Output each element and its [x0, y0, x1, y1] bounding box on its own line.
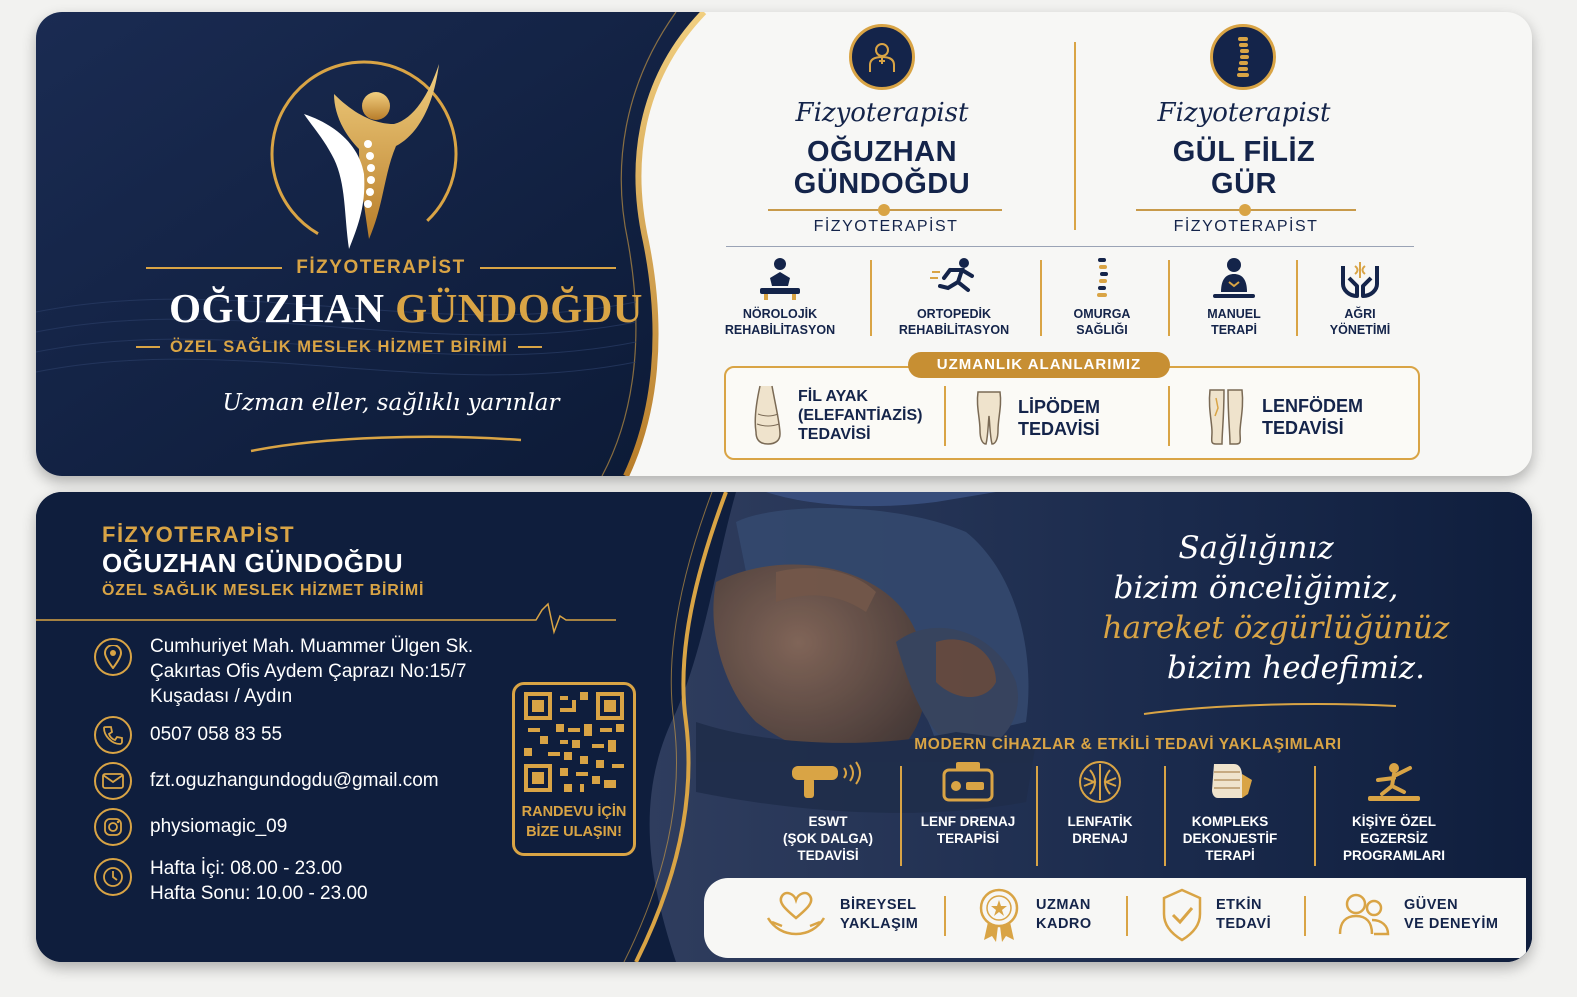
front-unit-line: [136, 336, 626, 358]
lymph-legs-icon: [1204, 388, 1248, 446]
legs-icon: [974, 390, 1004, 446]
neuro-rehab-icon: [754, 256, 806, 302]
service-pain: [1298, 256, 1422, 338]
modern-3-line2: DRENAJ: [1072, 831, 1128, 846]
address-line-1: Cumhuriyet Mah. Muammer Ülgen Sk.: [150, 636, 474, 657]
value-divider: [944, 896, 946, 936]
modern-divider: [1314, 766, 1316, 866]
services-divider: [726, 246, 1414, 247]
value-3-line2: TEDAVİ: [1216, 916, 1272, 932]
therapist-2-title: FİZYOTERAPİST: [1173, 218, 1319, 235]
manual-therapy-icon: [1211, 256, 1257, 302]
divider: [136, 346, 160, 348]
modern-4-line3: TERAPİ: [1205, 848, 1255, 863]
speciality-tag: UZMANLIK ALANLARIMIZ: [908, 352, 1170, 378]
qr-label: [512, 802, 636, 842]
modern-5-line1: KİŞİYE ÖZEL: [1351, 814, 1436, 829]
speciality-1-line2: (ELEFANTİAZİS): [798, 406, 923, 424]
service-3-line1: OMURGA: [1073, 307, 1131, 321]
speciality-lymphedema: [1204, 388, 1363, 446]
instagram-icon: [94, 808, 132, 846]
value-1-line1: BİREYSEL: [840, 897, 917, 913]
value-1-line2: YAKLAŞIM: [840, 916, 919, 932]
address: [150, 634, 473, 709]
email-address[interactable]: fzt.oguzhangundogdu@gmail.com: [150, 770, 439, 791]
exercise-icon: [1362, 760, 1426, 804]
back-unit: ÖZEL SAĞLIK MESLEK HİZMET BİRİMİ: [102, 582, 425, 599]
value-individual: [764, 888, 918, 942]
shield-check-icon: [1160, 888, 1204, 942]
therapist-1-title: FİZYOTERAPİST: [813, 218, 959, 235]
front-title: FİZYOTERAPİST: [296, 257, 466, 278]
therapist-1-name: [766, 136, 998, 200]
modern-1-line2: (ŞOK DALGA): [783, 831, 873, 846]
therapist-1-dot: [878, 204, 890, 216]
speciality-3-line2: TEDAVİSİ: [1262, 418, 1344, 438]
modern-5-line3: PROGRAMLARI: [1343, 848, 1445, 863]
email-icon: [94, 762, 132, 800]
modern-2-line2: TERAPİSİ: [936, 831, 1000, 846]
address-line-2: Çakırtas Ofis Aydem Çaprazı No:15/7: [150, 661, 467, 682]
physio-logo: [264, 54, 464, 254]
speciality-3-line1: LENFÖDEM: [1262, 396, 1363, 416]
therapist-1-role: Fizyoterapist: [795, 98, 969, 128]
value-3-line1: ETKİN: [1216, 897, 1262, 913]
hours-weekday: Hafta İçi: 08.00 - 23.00: [150, 858, 343, 879]
front-card: [36, 12, 1532, 476]
value-4-line2: VE DENEYİM: [1404, 916, 1499, 932]
qr-code[interactable]: [524, 692, 624, 792]
value-2-line2: KADRO: [1036, 916, 1092, 932]
speciality-2-line1: LİPÖDEM: [1018, 397, 1101, 417]
quote-line-4: bizim hedefimiz.: [1167, 650, 1425, 686]
instagram-handle[interactable]: physiomagic_09: [150, 816, 288, 837]
elephant-foot-icon: [750, 384, 784, 446]
hours-weekend: Hafta Sonu: 10.00 - 23.00: [150, 883, 368, 904]
quote-line-3: hareket özgürlüğünüz: [1102, 610, 1450, 646]
person-icon: [849, 24, 915, 90]
value-2-line1: UZMAN: [1036, 897, 1091, 913]
spine-icon: [1210, 24, 1276, 90]
speciality-1-line3: TEDAVİSİ: [798, 425, 871, 443]
therapist-2-name-line2: GÜR: [1211, 168, 1277, 200]
service-5-line1: AĞRI: [1344, 307, 1376, 321]
value-divider: [1304, 896, 1306, 936]
heart-hands-icon: [764, 888, 828, 942]
people-icon: [1336, 890, 1392, 940]
speciality-1-label: [798, 387, 922, 444]
service-manual: [1172, 256, 1296, 338]
divider: [146, 267, 282, 269]
service-3-line2: SAĞLIĞI: [1076, 323, 1128, 337]
divider: [480, 267, 616, 269]
speciality-divider: [1168, 386, 1170, 446]
phone-icon: [94, 716, 132, 754]
location-icon: [94, 638, 132, 676]
service-1-line1: NÖROLOJİK: [742, 307, 818, 321]
back-card: [36, 492, 1532, 962]
speciality-divider: [944, 386, 946, 446]
modern-1-line1: ESWT: [808, 814, 848, 829]
back-name: OĞUZHAN GÜNDOĞDU: [102, 548, 404, 578]
modern-lymph-drainage-therapy: [898, 760, 1038, 847]
qr-label-line2: BİZE ULAŞIN!: [526, 824, 622, 840]
front-first-name: OĞUZHAN: [169, 285, 385, 331]
value-expert-staff: [974, 886, 1092, 944]
speciality-1-line1: FİL AYAK: [798, 387, 868, 405]
modern-5-line2: EGZERSİZ: [1360, 831, 1428, 846]
service-4-line1: MANUEL: [1207, 307, 1261, 321]
address-line-3: Kuşadası / Aydın: [150, 686, 293, 707]
modern-3-line1: LENFATİK: [1067, 814, 1133, 829]
therapist-divider: [1074, 42, 1076, 230]
quote-line-1: Sağlığınız: [1178, 530, 1334, 566]
speciality-2-line2: TEDAVİSİ: [1018, 419, 1100, 439]
therapist-1-name-line2: GÜNDOĞDU: [793, 168, 971, 200]
value-trust-experience: [1336, 890, 1498, 940]
clock-icon: [94, 858, 132, 896]
runner-icon: [928, 256, 980, 302]
therapist-2-role: Fizyoterapist: [1157, 98, 1331, 128]
value-divider: [1126, 896, 1128, 936]
modern-title: MODERN CİHAZLAR & ETKİLİ TEDAVİ YAKLAŞIMLARI: [914, 736, 1342, 753]
speciality-2-label: [1018, 396, 1100, 440]
drainage-device-icon: [940, 760, 996, 804]
service-spine: [1040, 256, 1164, 338]
service-divider: [870, 260, 872, 336]
service-divider: [1168, 260, 1170, 336]
modern-4-line2: DEKONJESTİF: [1182, 831, 1278, 846]
qr-label-line1: RANDEVU İÇİN: [521, 804, 627, 820]
service-2-line2: REHABİLİTASYON: [898, 323, 1010, 337]
service-1-line2: REHABİLİTASYON: [724, 323, 836, 337]
spine-icon: [1087, 256, 1117, 302]
modern-2-line1: LENF DRENAJ: [920, 814, 1016, 829]
front-title-line: [146, 256, 616, 280]
modern-lymphatic-drainage: [1030, 760, 1170, 847]
award-icon: [974, 886, 1024, 944]
therapist-2-dot: [1239, 204, 1251, 216]
therapist-2-name: [1128, 136, 1360, 200]
service-orthopedic: [892, 256, 1016, 338]
front-unit: ÖZEL SAĞLIK MESLEK HİZMET BİRİMİ: [170, 337, 508, 356]
service-5-line2: YÖNETİMİ: [1329, 323, 1391, 337]
service-2-line1: ORTOPEDİK: [916, 307, 992, 321]
modern-eswt: [758, 760, 898, 864]
modern-exercise-programs: [1324, 760, 1464, 864]
speciality-elephantiasis: [750, 384, 922, 446]
quote-line-2: bizim önceliğimiz,: [1113, 570, 1399, 606]
speciality-lipedema: [974, 390, 1100, 446]
divider: [518, 346, 542, 348]
phone-number[interactable]: 0507 058 83 55: [150, 724, 283, 745]
service-4-line2: TERAPİ: [1211, 323, 1257, 337]
front-name: [106, 284, 706, 332]
bandage-icon: [1200, 760, 1260, 804]
modern-4-line1: KOMPLEKS: [1191, 814, 1269, 829]
value-4-line1: GÜVEN: [1404, 897, 1459, 913]
slogan-swoosh: [246, 426, 526, 456]
working-hours: [150, 856, 368, 906]
service-neurological: [718, 256, 842, 338]
hands-pain-icon: [1337, 256, 1383, 302]
lymphatic-icon: [1072, 760, 1128, 804]
therapist-1-name-line1: OĞUZHAN: [806, 136, 958, 168]
modern-1-line3: TEDAVİSİ: [797, 848, 859, 863]
value-effective-treatment: [1160, 888, 1271, 942]
modern-complex-decongestive: [1160, 760, 1300, 864]
back-title: FİZYOTERAPİST: [102, 522, 296, 547]
shockwave-device-icon: [786, 760, 870, 804]
front-last-name: GÜNDOĞDU: [395, 285, 643, 331]
front-slogan: Uzman eller, sağlıklı yarınlar: [222, 390, 560, 416]
speciality-3-label: [1262, 395, 1363, 439]
therapist-2-name-line1: GÜL FİLİZ: [1172, 136, 1316, 168]
